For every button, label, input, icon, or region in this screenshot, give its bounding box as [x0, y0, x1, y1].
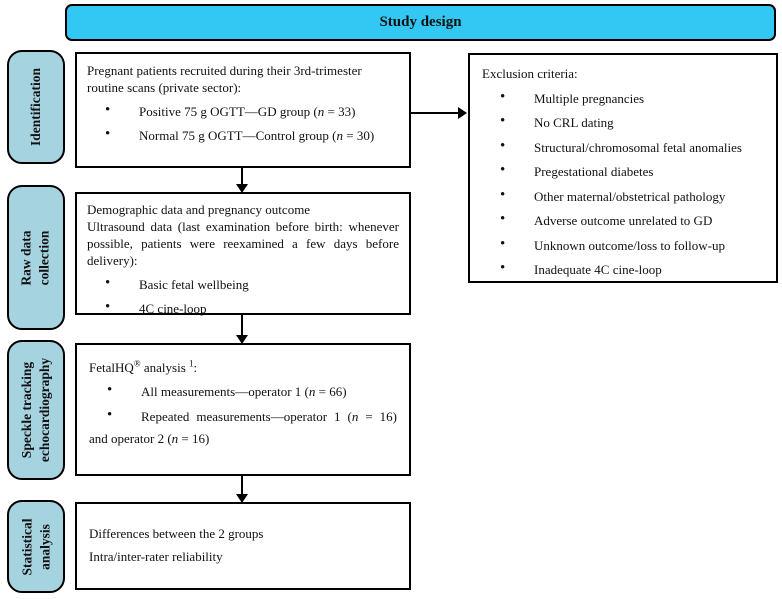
statistical-lines: Differences between the 2 groups Intra/inter-rater reliability [89, 526, 264, 564]
bullet-item: • All measurements—operator 1 (n = 66) [89, 383, 397, 400]
arrow-identification-to-rawdata-head [236, 184, 248, 193]
exclusion-box [468, 53, 778, 283]
arrow-identification-to-exclusion-head [458, 107, 467, 119]
speckle-intro: FetalHQ® analysis $^1$: [89, 358, 198, 375]
identification-box [75, 52, 411, 168]
raw-data-box [75, 192, 411, 315]
raw-data-line1: Demographic data and pregnancy outcome [87, 202, 311, 217]
bullet-item: • Structural/chromosomal fetal anomalies [482, 139, 764, 156]
stage-identification [7, 50, 65, 164]
arrow-rawdata-to-speckle-head [236, 335, 248, 344]
arrow-speckle-to-statistical-head [236, 494, 248, 503]
bullet-item: • No CRL dating [482, 114, 764, 131]
statistical-box [75, 502, 411, 590]
bullet-item: • Positive 75 g OGTT—GD group (n = 33) [87, 103, 399, 120]
stage-raw-data-collection [7, 185, 65, 330]
raw-data-line2: Ultrasound data (last examination before birth: whenever possible, patients were reexamined a few days before delivery): [87, 219, 399, 268]
bullet-item: • Other maternal/obstetrical pathology [482, 188, 764, 205]
bullet-item: • Adverse outcome unrelated to GD [482, 212, 764, 229]
bullet-item: • Repeated measurements—operator 1 (n = 16) [89, 408, 397, 425]
stage-identification-label: Identification [28, 67, 44, 147]
bullet-item: • Pregestational diabetes [482, 163, 764, 180]
stage-raw-data-collection-label: Raw data collection [19, 229, 53, 286]
header-banner [65, 4, 776, 41]
bullet-item: • Multiple pregnancies [482, 90, 764, 107]
bullet-item: • 4C cine-loop [87, 300, 399, 317]
bullet-item: • Inadequate 4C cine-loop [482, 261, 764, 278]
speckle-box [75, 343, 411, 476]
bullet-item: • Unknown outcome/loss to follow-up [482, 237, 764, 254]
arrow-rawdata-to-speckle-line [241, 315, 243, 336]
stage-statistical-analysis [7, 500, 65, 593]
arrow-identification-to-exclusion-line [411, 112, 459, 114]
stage-speckle-tracking-label: Speckle tracking echocardiography [19, 357, 52, 463]
exclusion-title: Exclusion criteria: [482, 66, 578, 81]
stage-statistical-analysis-label: Statistical analysis [19, 518, 52, 575]
stage-speckle-tracking-echocardiography [7, 340, 65, 480]
bullet-item: • Basic fetal wellbeing [87, 276, 399, 293]
identification-intro: Pregnant patients recruited during their 3rd-trimester routine scans (private sector): [87, 63, 362, 95]
arrow-speckle-to-statistical-line [241, 476, 243, 495]
bullet-continuation: and operator 2 (n = 16) [89, 431, 210, 446]
diagram-title: Study design [379, 14, 462, 30]
bullet-item: • Normal 75 g OGTT—Control group (n = 30) [87, 127, 399, 144]
